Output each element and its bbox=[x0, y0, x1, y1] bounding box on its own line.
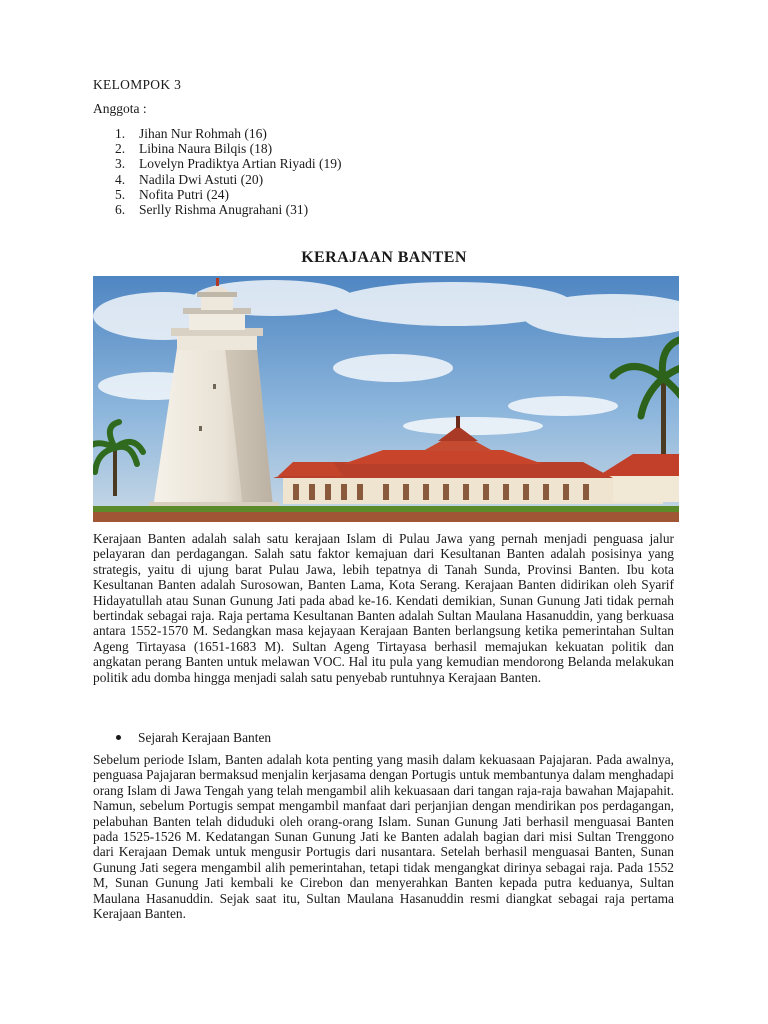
list-item-number: 4. bbox=[115, 171, 126, 187]
list-item bbox=[115, 126, 341, 141]
group-title: KELOMPOK 3 bbox=[93, 77, 182, 92]
list-item-number: 1. bbox=[115, 126, 126, 141]
member-name: Jihan Nur Rohmah (16) bbox=[139, 126, 267, 141]
list-item bbox=[115, 172, 341, 187]
list-item-number: 3. bbox=[115, 156, 126, 172]
bullet-icon bbox=[116, 735, 121, 740]
section-heading bbox=[116, 730, 271, 746]
member-name: Nadila Dwi Astuti (20) bbox=[139, 171, 264, 187]
mosque-illustration bbox=[93, 276, 679, 522]
intro-paragraph: Kerajaan Banten adalah salah satu kerajaan Islam di Pulau Jawa yang pernah menjadi penguasa jalur pelayaran dan perdagangan. Salah satu faktor kemajuan dari Kesultanan Banten adalah posisinya yang strategis, yaitu di ujung barat Pulau Jawa, lebih tepatnya di Tanah Sunda, Provinsi Banten. Ibu kota Kesultanan Banten adalah Surosowan, Banten Lama, Kota Serang. Kerajaan Banten didirikan oleh Syarif Hidayatullah atau Sunan Gunung Jati pada abad ke-16. Kendati demikian, Sunan Gunung Jati tidak pernah bertindak sebagai raja. Raja pertama Kesultanan Banten adalah Sultan Maulana Hasanuddin, yang berkuasa antara 1552-1570 M. Sedangkan masa kejayaan Kerajaan Banten berlangsung ketika pemerintahan Sultan Ageng Tirtayasa (1651-1683 M). Sultan Ageng Tirtayasa berhasil memajukan kekuatan politik dan angkatan perang Banten untuk melawan VOC. Hal itu pula yang kemudian mendorong Belanda melakukan politik adu domba hingga menjadi salah satu penyebab runtuhnya Kerajaan Banten. bbox=[93, 531, 674, 685]
list-item-number: 2. bbox=[115, 141, 126, 157]
section-heading-text: Sejarah Kerajaan Banten bbox=[138, 730, 272, 745]
list-item-number: 6. bbox=[115, 201, 126, 217]
members-label: Anggota : bbox=[93, 101, 147, 116]
document-title: KERAJAAN BANTEN bbox=[301, 249, 467, 266]
list-item bbox=[115, 156, 341, 171]
member-name: Serlly Rishma Anugrahani (31) bbox=[139, 201, 309, 217]
list-item bbox=[115, 202, 341, 217]
member-name: Libina Naura Bilqis (18) bbox=[139, 141, 273, 157]
member-list bbox=[115, 126, 341, 217]
history-paragraph: Sebelum periode Islam, Banten adalah kota penting yang masih dalam kekuasaan Pajajaran. Pada awalnya, penguasa Pajajaran bermaksud menjalin kerjasama dengan Portugis untuk membantunya dalam menghadapi orang Islam di Jawa Tengah yang telah mengambil alih kekuasaan dari tangan raja-raja bawahan Majapahit. Namun, sebelum Portugis sempat mengambil manfaat dari perjanjian dengan mendirikan pos perdagangan, pelabuhan Banten telah diduduki oleh orang-orang Islam. Sunan Gunung Jati berhasil menguasai Banten pada 1525-1526 M. Kedatangan Sunan Gunung Jati ke Banten adalah bagian dari misi Sultan Trenggono dari Kerajaan Demak untuk mengusir Portugis dari nusantara. Setelah berhasil menguasai Banten, Sunan Gunung Jati segera mengambil alih pemerintahan, tetapi tidak mengangkat dirinya sebagai raja. Pada 1552 M, Sunan Gunung Jati kembali ke Cirebon dan menyerahkan Banten kepada putra keduanya, Sultan Maulana Hasanuddin. Sejak saat itu, Sultan Maulana Hasanuddin resmi diangkat sebagai raja pertama Kerajaan Banten. bbox=[93, 752, 674, 922]
member-name: Lovelyn Pradiktya Artian Riyadi (19) bbox=[139, 156, 342, 172]
mosque-photo bbox=[93, 276, 679, 522]
member-name: Nofita Putri (24) bbox=[139, 186, 229, 202]
list-item-number: 5. bbox=[115, 186, 126, 202]
list-item bbox=[115, 187, 341, 202]
list-item bbox=[115, 141, 341, 156]
